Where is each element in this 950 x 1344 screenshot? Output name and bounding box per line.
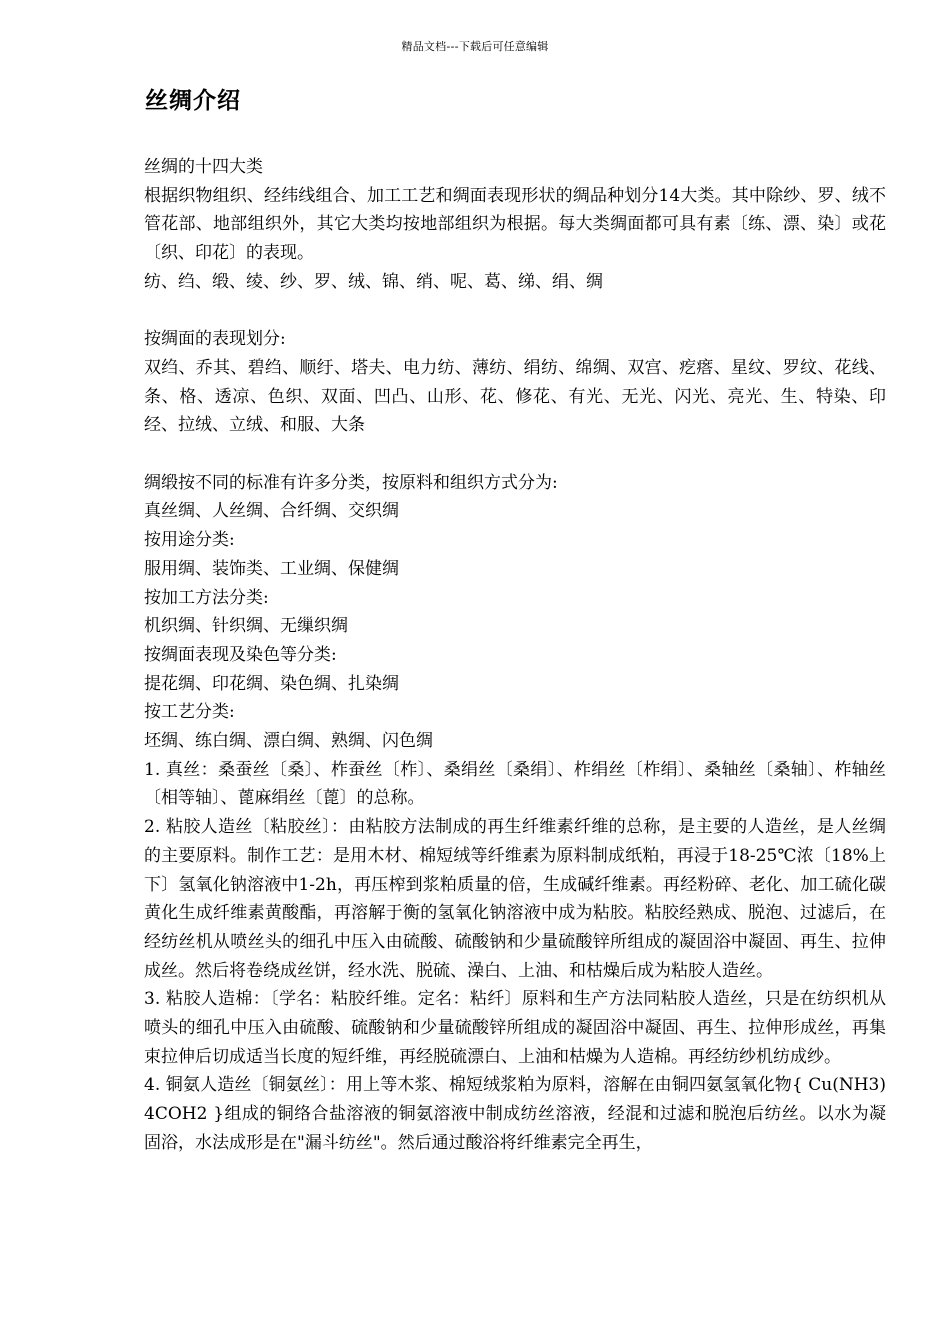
paragraph: 机织绸、针织绸、无缫织绸 — [144, 616, 348, 637]
blank-line — [144, 297, 886, 326]
paragraph: 根据织物组织、经纬线组合、加工工艺和绸面表现形状的绸品种划分14大类。其中除纱、罗、绒不管花部、地部组织外，其它大类均按地部组织为根据。每大类绸面都可具有素〔练、漂、染〕或花〔织、印花〕的表现。 — [144, 185, 886, 264]
paragraph: 提花绸、印花绸、染色绸、扎染绸 — [144, 673, 399, 694]
page-title: 丝绸介绍 — [145, 88, 241, 114]
paragraph: 绸缎按不同的标准有许多分类，按原料和组织方式分为: — [144, 472, 558, 493]
paragraph: 按用途分类: — [144, 530, 235, 551]
paragraph: 按绸面的表现划分: — [144, 329, 286, 350]
paragraph: 坯绸、练白绸、漂白绸、熟绸、闪色绸 — [144, 731, 433, 752]
page-header: 精品文档---下载后可任意编辑 — [401, 40, 549, 53]
paragraph: 纺、绉、缎、绫、纱、罗、绒、锦、绡、呢、葛、绨、绢、绸 — [144, 271, 603, 292]
blank-line — [144, 440, 886, 469]
paragraph: 4. 铜氨人造丝〔铜氨丝〕：用上等木浆、棉短绒浆粕为原料，溶解在由铜四氨氢氧化物{ Cu(NH3)4COH2 }组成的铜络合盐溶液的铜氨溶液中制成纺丝溶液，经混和过滤和脱泡后纺丝。以水为凝固浴，水法成形是在"漏斗纺丝"。然后通过酸浴将纤维素完全再生， — [144, 1075, 886, 1153]
paragraph: 按工艺分类: — [144, 702, 235, 723]
paragraph: 双绉、乔其、碧绉、顺纡、塔夫、电力纺、薄纺、绢纺、绵绸、双宫、疙瘩、星纹、罗纹、花线、条、格、透凉、色织、双面、凹凸、山形、花、修花、有光、无光、闪光、亮光、生、特染、印经、拉绒、立绒、和服、大条 — [144, 357, 886, 436]
paragraph: 按加工方法分类: — [144, 587, 269, 608]
paragraph: 按绸面表现及染色等分类: — [144, 644, 337, 665]
paragraph: 2. 粘胶人造丝〔粘胶丝〕：由粘胶方法制成的再生纤维素纤维的总称，是主要的人造丝，是人丝绸的主要原料。制作工艺：是用木材、棉短绒等纤维素为原料制成纸粕，再浸于18-25℃浓〔18%上下〕氢氧化钠溶液中1-2h，再压榨到浆粕质量的倍，生成碱纤维素。再经粉碎、老化、加工硫化碳黄化生成纤维素黄酸酯，再溶解于衡的氢氧化钠溶液中成为粘胶。粘胶经熟成、脱泡、过滤后，在经纺丝机从喷丝头的细孔中压入由硫酸、硫酸钠和少量硫酸锌所组成的凝固浴中凝固、再生、拉伸成丝。然后将卷绕成丝饼，经水洗、脱硫、澡白、上油、和枯燥后成为粘胶人造丝。 — [144, 817, 886, 981]
paragraph: 真丝绸、人丝绸、合纤绸、交织绸 — [144, 501, 399, 522]
paragraph: 3. 粘胶人造棉：〔学名：粘胶纤维。定名：粘纤〕原料和生产方法同粘胶人造丝，只是在纺织机从喷头的细孔中压入由硫酸、硫酸钠和少量硫酸锌所组成的凝固浴中凝固、再生、拉伸形成丝，再集束拉伸后切成适当长度的短纤维，再经脱硫漂白、上油和枯燥为人造棉。再经纺纱机纺成纱。 — [144, 989, 886, 1067]
document-body — [144, 153, 886, 1158]
paragraph: 丝绸的十四大类 — [144, 157, 263, 177]
paragraph: 服用绸、装饰类、工业绸、保健绸 — [144, 558, 399, 579]
paragraph: 1. 真丝：桑蚕丝〔桑〕、柞蚕丝〔柞〕、桑绢丝〔桑绢〕、柞绢丝〔柞绢〕、桑轴丝〔桑轴〕、柞轴丝〔相等轴〕、蓖麻绢丝〔蓖〕的总称。 — [144, 759, 886, 809]
